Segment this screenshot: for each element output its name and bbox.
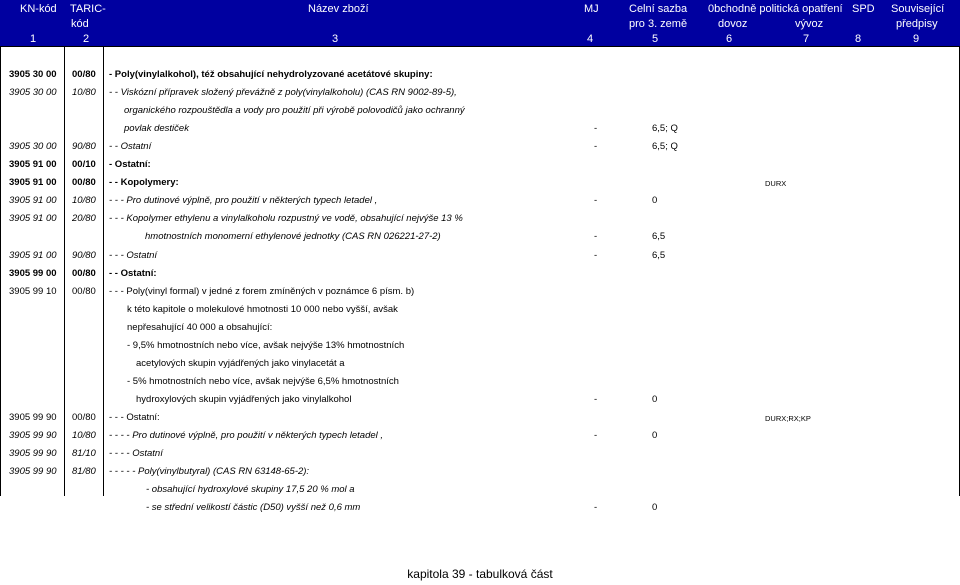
goods-description: - obsahující hydroxylové skupiny 17,5 20 % mol a — [146, 484, 355, 495]
unit: - — [594, 430, 598, 441]
duty-rate: 0 — [652, 430, 658, 441]
duty-rate: 0 — [652, 394, 658, 405]
kn-code: 3905 30 00 — [9, 141, 57, 152]
header-pro-3-zeme: pro 3. země — [629, 18, 688, 30]
header-col-number: 7 — [803, 33, 810, 45]
header-vyvoz: vývoz — [795, 18, 824, 30]
header-divider — [0, 46, 960, 47]
goods-description: - - - Kopolymer ethylenu a vinylalkoholu rozpustný ve vodě, obsahující nejvýše 13 % — [109, 213, 463, 224]
goods-description: - - - Poly(vinyl formal) v jedné z forem zmíněných v poznámce 6 písm. b) — [109, 286, 415, 297]
duty-rate: 6,5; Q — [652, 141, 678, 152]
taric-code: 20/80 — [72, 213, 96, 224]
goods-description: nepřesahující 40 000 a obsahující: — [127, 322, 273, 333]
spd-code: DURX — [765, 179, 787, 188]
unit: - — [594, 141, 598, 152]
goods-description: - - Ostatní: — [109, 268, 157, 279]
goods-description: organického rozpouštědla a vody pro použití při výrobě polovodičů jako ochranný — [124, 105, 465, 116]
taric-code: 00/80 — [72, 69, 96, 80]
unit: - — [594, 195, 598, 206]
duty-rate: 6,5 — [652, 250, 666, 261]
kn-code: 3905 99 90 — [9, 466, 57, 477]
header-spd: SPD — [852, 3, 875, 15]
goods-description: - - - - - Poly(vinylbutyral) (CAS RN 63148-65-2): — [109, 466, 310, 477]
duty-rate: 6,5; Q — [652, 123, 678, 134]
unit: - — [594, 231, 598, 242]
duty-rate: 0 — [652, 502, 658, 513]
kn-code: 3905 99 10 — [9, 286, 57, 297]
header-souvisejici: Související — [891, 3, 945, 15]
header-col-number: 5 — [652, 33, 659, 45]
header-obchodne-politicka-opatreni: 0bchodně politická opatření — [708, 3, 843, 15]
goods-description: - - - Ostatní: — [109, 412, 160, 423]
goods-description: - - - - Pro dutinové výplně, pro použití v některých typech letadel , — [109, 430, 384, 441]
header-col-number: 3 — [332, 33, 339, 45]
header-col-number: 1 — [30, 33, 37, 45]
column-divider — [64, 46, 65, 496]
taric-code: 81/80 — [72, 466, 96, 477]
goods-description: k této kapitole o molekulové hmotnosti 10 000 nebo vyšší, avšak — [127, 304, 398, 315]
unit: - — [594, 123, 598, 134]
column-divider — [0, 46, 1, 496]
kn-code: 3905 91 00 — [9, 213, 57, 224]
kn-code: 3905 99 90 — [9, 448, 57, 459]
goods-description: - 9,5% hmotnostních nebo více, avšak nejvýše 13% hmotnostních — [127, 340, 405, 351]
header-col-number: 9 — [913, 33, 920, 45]
column-divider — [103, 46, 104, 496]
goods-description: hydroxylových skupin vyjádřených jako vinylalkohol — [136, 394, 352, 405]
taric-code: 10/80 — [72, 430, 96, 441]
taric-code: 00/80 — [72, 268, 96, 279]
goods-description: - - Viskózní přípravek složený převážně z poly(vinylalkoholu) (CAS RN 9002-89-5), — [109, 87, 457, 98]
goods-description: - - Kopolymery: — [109, 177, 179, 188]
goods-description: - - - Ostatní — [109, 250, 158, 261]
kn-code: 3905 30 00 — [9, 87, 57, 98]
table-header — [0, 0, 960, 46]
header-kod: kód — [71, 18, 89, 30]
kn-code: 3905 99 90 — [9, 430, 57, 441]
goods-description: povlak destiček — [124, 123, 189, 134]
header-nazev-zbozi: Název zboží — [308, 3, 369, 15]
header-taric: TARIC- — [70, 3, 106, 15]
header-col-number: 8 — [855, 33, 862, 45]
spd-code: DURX;RX;KP — [765, 414, 811, 423]
kn-code: 3905 30 00 — [9, 69, 57, 80]
taric-code: 81/10 — [72, 448, 96, 459]
taric-code: 00/80 — [72, 286, 96, 297]
goods-description: - - - - Ostatní — [109, 448, 163, 459]
page-footer: kapitola 39 - tabulková část — [407, 567, 553, 581]
kn-code: 3905 99 00 — [9, 268, 57, 279]
goods-description: - - - Pro dutinové výplně, pro použití v některých typech letadel , — [109, 195, 378, 206]
kn-code: 3905 91 00 — [9, 250, 57, 261]
duty-rate: 6,5 — [652, 231, 666, 242]
taric-code: 00/10 — [72, 159, 96, 170]
header-celni-sazba: Celní sazba — [629, 3, 688, 15]
header-mj: MJ — [584, 3, 599, 15]
goods-description: - Ostatní: — [109, 159, 151, 170]
unit: - — [594, 250, 598, 261]
duty-rate: 0 — [652, 195, 658, 206]
goods-description: - Poly(vinylalkohol), též obsahující nehydrolyzované acetátové skupiny: — [109, 69, 433, 80]
taric-code: 00/80 — [72, 177, 96, 188]
header-col-number: 4 — [587, 33, 594, 45]
unit: - — [594, 502, 598, 513]
kn-code: 3905 99 90 — [9, 412, 57, 423]
goods-description: - - Ostatní — [109, 141, 152, 152]
taric-code: 90/80 — [72, 141, 96, 152]
unit: - — [594, 394, 598, 405]
header-dovoz: dovoz — [718, 18, 748, 30]
kn-code: 3905 91 00 — [9, 177, 57, 188]
header-predpisy: předpisy — [896, 18, 938, 30]
taric-code: 00/80 — [72, 412, 96, 423]
goods-description: hmotnostních monomerní ethylenové jednotky (CAS RN 026221-27-2) — [145, 231, 441, 242]
kn-code: 3905 91 00 — [9, 195, 57, 206]
header-kn-kod: KN-kód — [20, 3, 57, 15]
header-col-number: 6 — [726, 33, 733, 45]
goods-description: - 5% hmotnostních nebo více, avšak nejvýše 6,5% hmotnostních — [127, 376, 399, 387]
taric-code: 90/80 — [72, 250, 96, 261]
goods-description: - se střední velikostí částic (D50) vyšší než 0,6 mm — [146, 502, 361, 513]
header-col-number: 2 — [83, 33, 90, 45]
goods-description: acetylových skupin vyjádřených jako vinylacetát a — [136, 358, 345, 369]
taric-code: 10/80 — [72, 87, 96, 98]
kn-code: 3905 91 00 — [9, 159, 57, 170]
taric-code: 10/80 — [72, 195, 96, 206]
